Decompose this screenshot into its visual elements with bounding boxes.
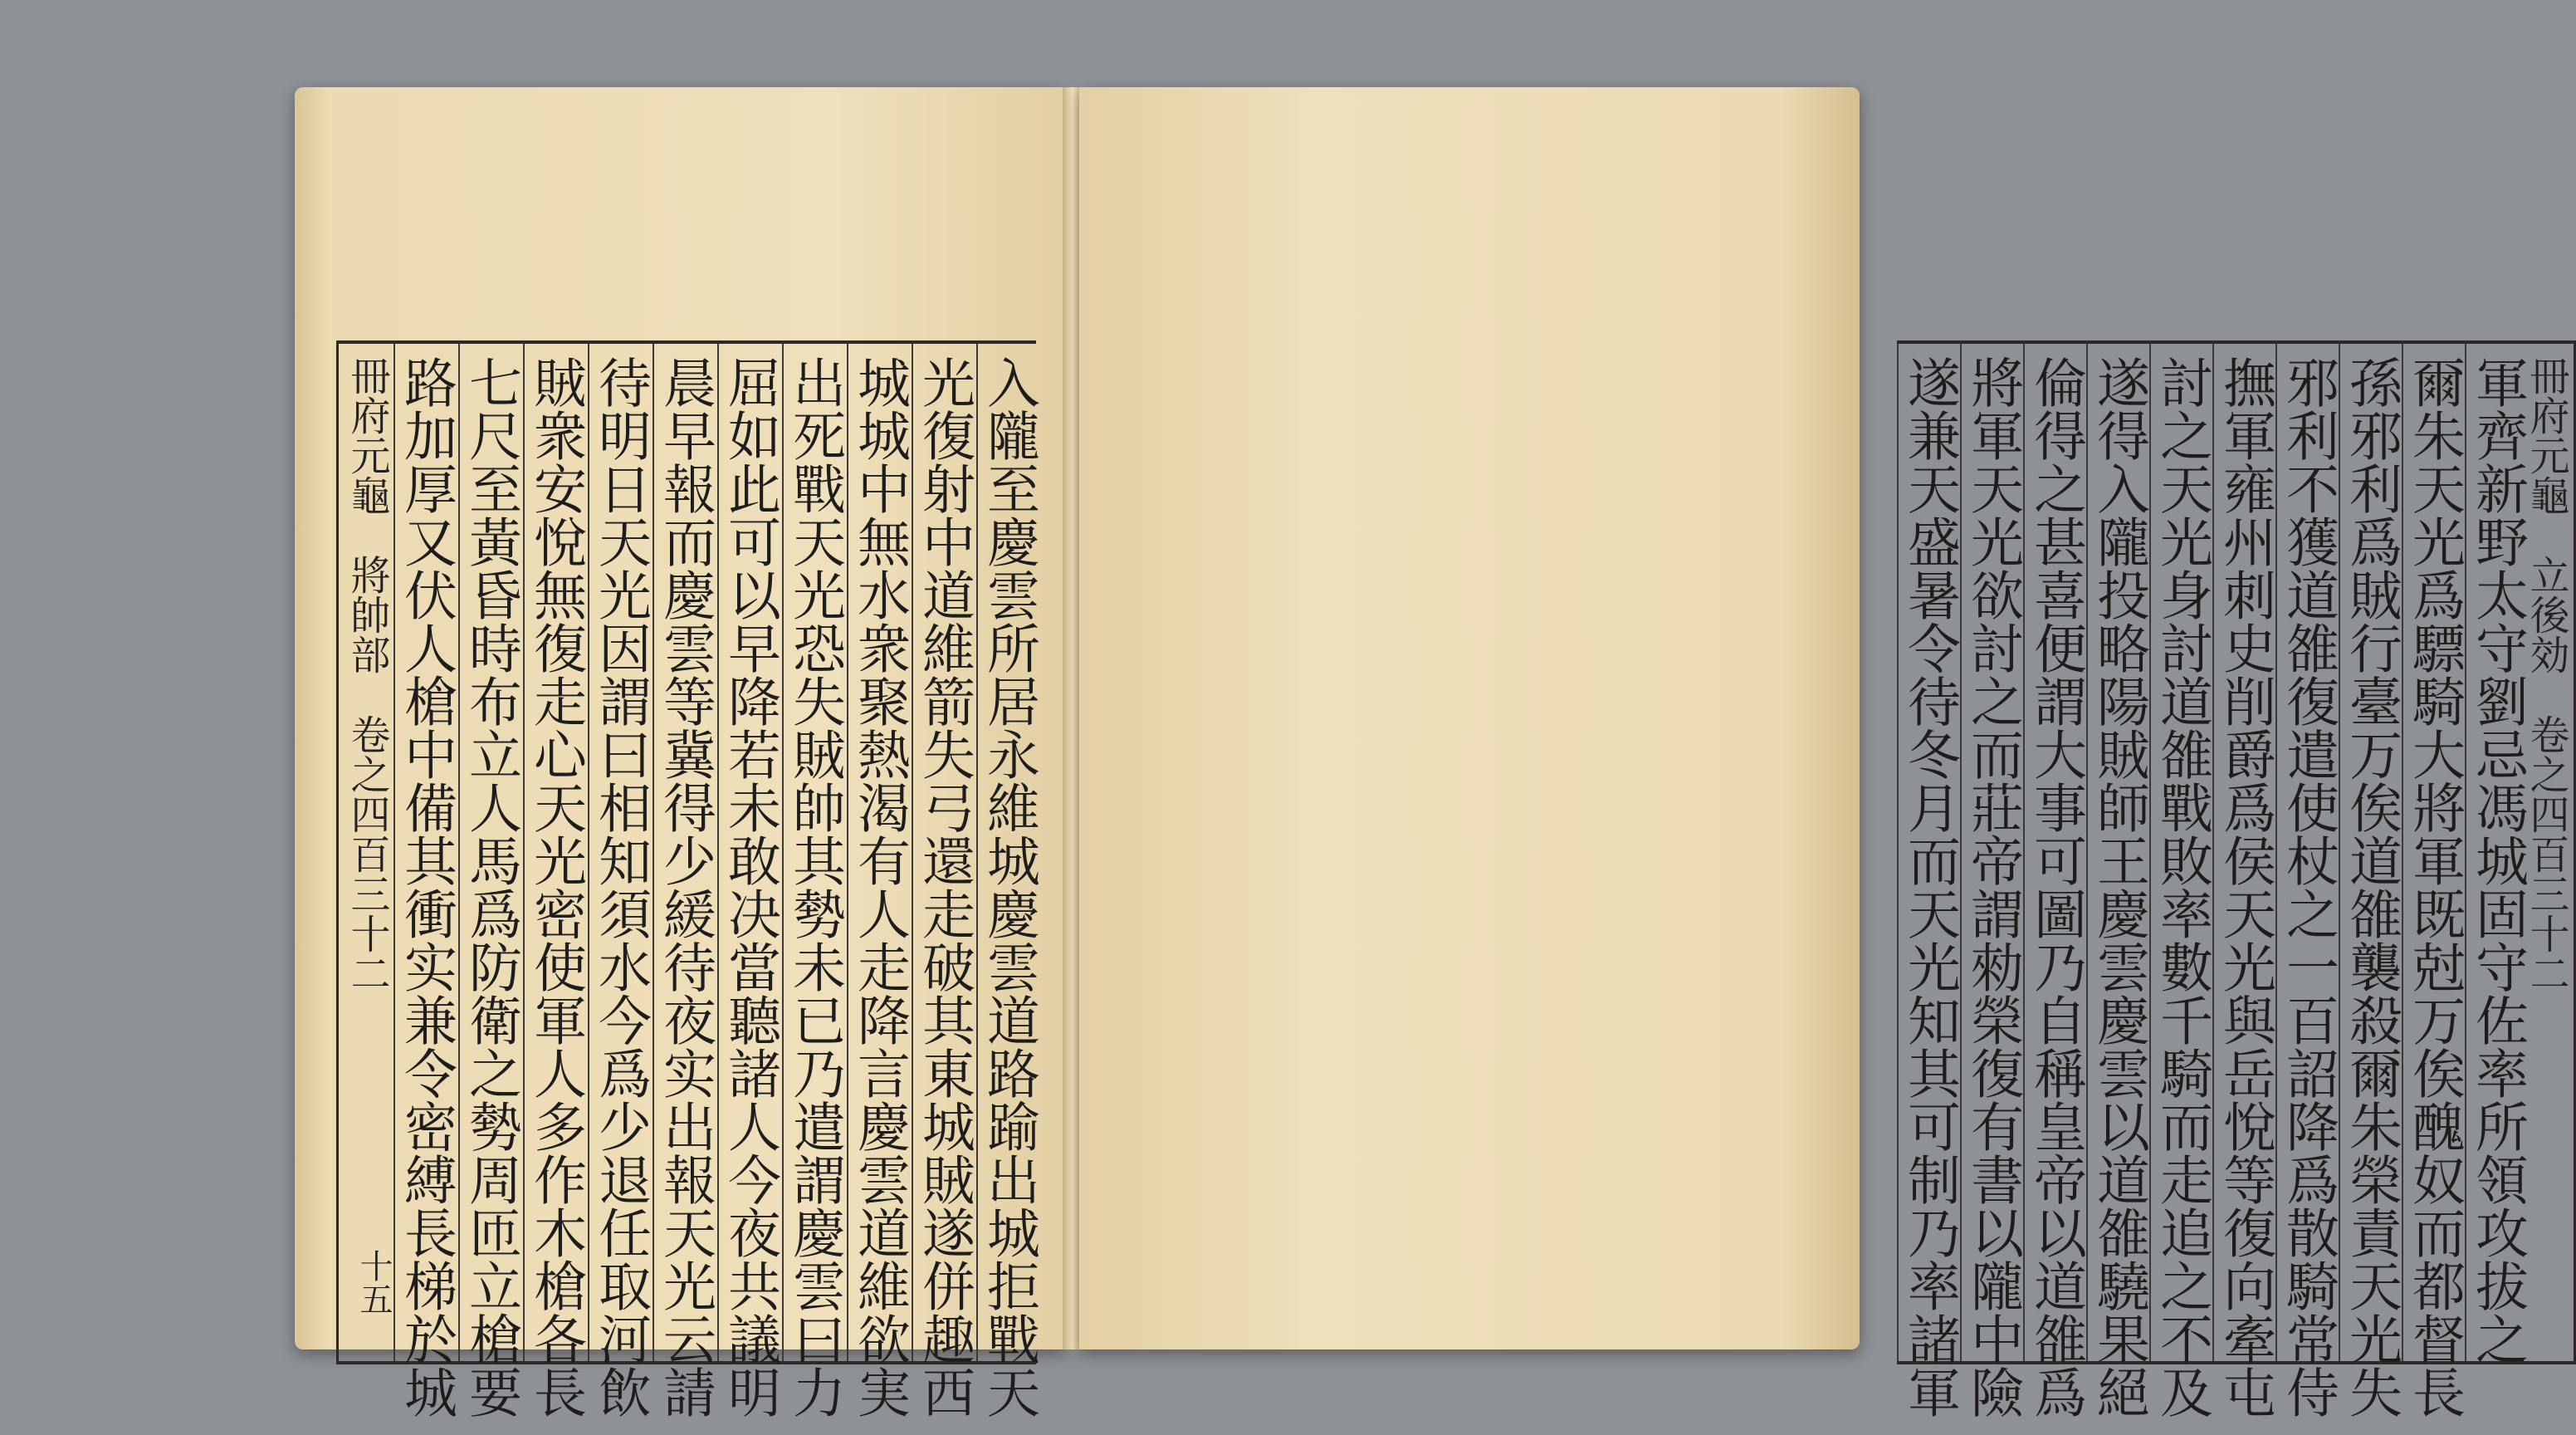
- right-text-column: 遂得入隴投略陽賊師王慶雲慶雲以道雒驍果絕: [2086, 344, 2151, 1361]
- right-text-column: 將軍天光欲討之而莊帝謂勑榮復有書以隴中險: [1960, 344, 2025, 1361]
- left-text-column: 光復射中道維箭失弓還走破其東城賊遂併趣西: [912, 344, 976, 1361]
- left-text-column: 出死戰天光恐失賊帥其勢未已乃遣謂慶雲曰力: [782, 344, 847, 1361]
- left-text-frame: [336, 340, 1039, 1418]
- right-text-column: 倫得之甚喜便謂大事可圖乃自稱皇帝以道雒爲: [2023, 344, 2088, 1361]
- right-text-column: 軍齊新野太守劉忌馮城固守佐率所領攻拔之: [2465, 344, 2530, 1361]
- right-text-column: 邪利不獲道雒復遣使杖之一百詔降爲散騎常侍: [2275, 344, 2340, 1361]
- right-text-column: 撫軍雍州刺史削爵爲侯天光與岳悅等復向牽屯: [2212, 344, 2277, 1361]
- left-text-column: 路加厚又伏人槍中備其衝实兼令密縛長梯於城: [393, 344, 458, 1361]
- left-text-column: 入隴至慶雲所居永維城慶雲道路踰出城拒戰天: [976, 344, 1041, 1361]
- right-text-column: 遂兼天盛暑令待冬月而天光知其可制乃率諸軍: [1897, 344, 1962, 1361]
- right-text-column: 討之天光身討道雒戰敗率數千騎而走追之不及: [2149, 344, 2214, 1361]
- left-text-column: 待明日天光因謂曰相知須水今爲少退任取河飲: [588, 344, 653, 1361]
- left-folio: 十五: [354, 1249, 393, 1315]
- right-margin-title: 冊府元龜 立後効 卷之四百三十二: [2523, 355, 2569, 993]
- left-text-column: 城城中無水衆聚熱渴有人走降言慶雲道維欲実: [847, 344, 912, 1361]
- left-margin-title: 冊府元龜 將帥部 卷之四百三十二: [344, 355, 390, 993]
- left-text-column: 晨早報而慶雲等冀得少緩待夜实出報天光云請: [653, 344, 717, 1361]
- right-text-column: 孫邪利爲賊行臺万俟道雒襲殺爾朱榮責天光失: [2339, 344, 2403, 1361]
- left-text-column: 屈如此可以早降若未敢决當聽諸人今夜共議明: [717, 344, 782, 1361]
- left-page: [295, 87, 1067, 1418]
- right-page: [1079, 87, 2569, 1418]
- left-text-column: 七尺至黃昏時布立人馬爲防衛之勢周匝立槍要: [458, 344, 523, 1361]
- left-text-column: 賊衆安悅無復走心天光密使軍人多作木槍各長: [523, 344, 588, 1361]
- open-book: [295, 87, 2569, 1418]
- right-text-frame: [1897, 340, 2576, 1418]
- right-text-column: 爾朱天光爲驃騎大將軍既尅万俟醜奴而都督長: [2402, 344, 2466, 1361]
